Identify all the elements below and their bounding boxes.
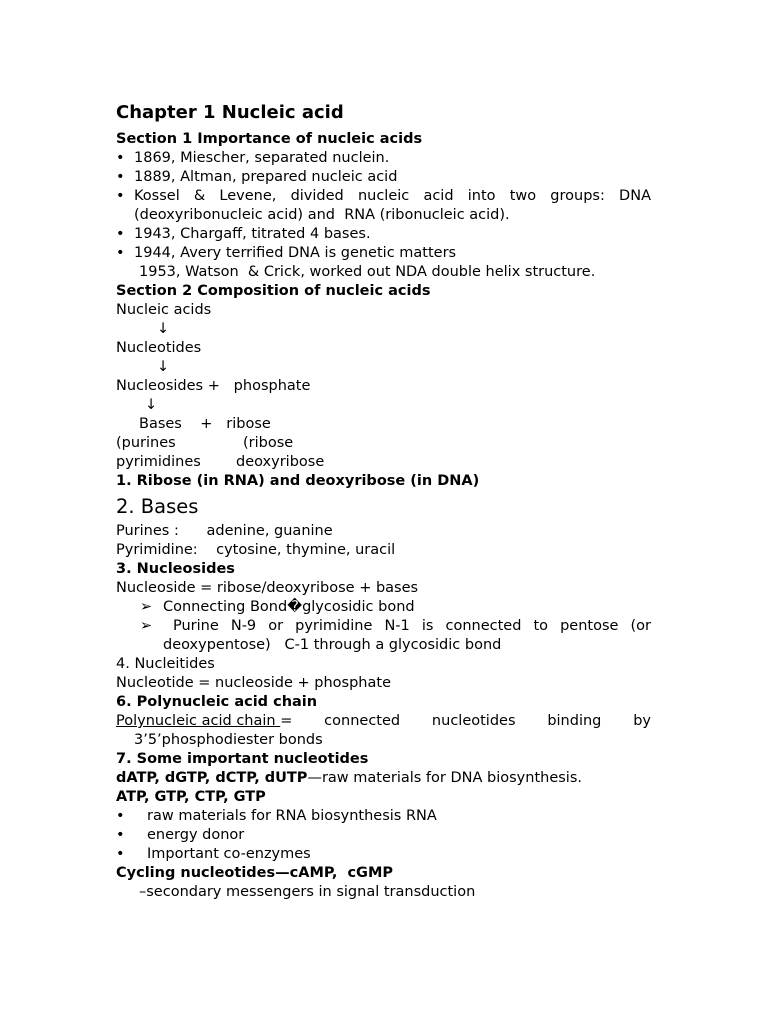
arrow-bullet-icon: ➢	[140, 618, 153, 634]
underlined-term: Polynucleic acid chain	[116, 713, 281, 729]
nucleotide-definition: Nucleotide = nucleoside + phosphate	[116, 675, 391, 691]
bullet-marker: •	[116, 150, 125, 166]
polynucleic-definition: Polynucleic acid chain = connected nucleotides binding by	[116, 713, 651, 729]
purines-line: Purines : adenine, guanine	[116, 523, 333, 539]
pyrimidine-line: Pyrimidine: cytosine, thymine, uracil	[116, 542, 396, 558]
bullet-marker: •	[116, 188, 125, 204]
flow-pyrimidines-row: pyrimidines deoxyribose	[116, 454, 325, 470]
dntp-line: dATP, dGTP, dCTP, dUTP—raw materials for DNA biosynthesis.	[116, 770, 582, 786]
heading-nucleotides: 4. Nucleitides	[116, 656, 215, 672]
bullet-marker: •	[116, 827, 125, 843]
flow-arrow: ↓	[157, 321, 170, 337]
polynucleic-continuation: 3’5’phosphodiester bonds	[134, 732, 323, 748]
heading-nucleosides: 3. Nucleosides	[116, 561, 235, 577]
nucleoside-definition: Nucleoside = ribose/deoxyribose + bases	[116, 580, 419, 596]
flow-bases-ribose: Bases + ribose	[139, 416, 271, 432]
list-item-continuation: (deoxyribonucleic acid) and RNA (ribonucleic acid).	[134, 207, 510, 223]
heading-bases: 2. Bases	[116, 495, 199, 518]
flow-arrow: ↓	[157, 359, 170, 375]
list-item: • Kossel & Levene, divided nucleic acid into two groups: DNA	[116, 188, 651, 204]
heading-ribose: 1. Ribose (in RNA) and deoxyribose (in DNA)	[116, 473, 480, 489]
section-2-heading: Section 2 Composition of nucleic acids	[116, 283, 431, 299]
list-item: • 1943, Chargaff, titrated 4 bases.	[116, 226, 371, 242]
list-item: ➢ Purine N-9 or pyrimidine N-1 is connected to pentose (or	[140, 618, 651, 634]
bullet-marker: •	[116, 808, 125, 824]
list-item-continuation: deoxypentose) C-1 through a glycosidic bond	[163, 637, 502, 653]
bullet-marker: •	[116, 846, 125, 862]
flow-nucleotides: Nucleotides	[116, 340, 202, 356]
bullet-marker: •	[116, 226, 125, 242]
list-item: • 1869, Miescher, separated nuclein.	[116, 150, 390, 166]
list-item: ➢ Connecting Bond�glycosidic bond	[140, 599, 415, 615]
flow-purines-row: (purines (ribose	[116, 435, 294, 451]
bullet-marker: •	[116, 169, 125, 185]
list-item: • Important co-enzymes	[116, 846, 311, 862]
list-item: • energy donor	[116, 827, 245, 843]
list-item: • 1889, Altman, prepared nucleic acid	[116, 169, 398, 185]
arrow-bullet-icon: ➢	[140, 599, 153, 615]
cyclic-nucleotides-line: Cycling nucleotides—cAMP, cGMP	[116, 865, 394, 881]
chapter-title: Chapter 1 Nucleic acid	[116, 102, 344, 123]
heading-polynucleic-chain: 6. Polynucleic acid chain	[116, 694, 318, 710]
list-item: • raw materials for RNA biosynthesis RNA	[116, 808, 437, 824]
ntp-line: ATP, GTP, CTP, GTP	[116, 789, 266, 805]
flow-arrow: ↓	[145, 397, 158, 413]
cyclic-description: –secondary messengers in signal transduction	[139, 884, 476, 900]
list-item: • 1944, Avery terrified DNA is genetic matters	[116, 245, 457, 261]
section-1-heading: Section 1 Importance of nucleic acids	[116, 131, 423, 147]
watson-crick-line: 1953, Watson & Crick, worked out NDA double helix structure.	[139, 264, 596, 280]
document-page	[116, 101, 651, 902]
flow-nucleosides: Nucleosides + phosphate	[116, 378, 311, 394]
flow-nucleic-acids: Nucleic acids	[116, 302, 212, 318]
bullet-marker: •	[116, 245, 125, 261]
heading-important-nucleotides: 7. Some important nucleotides	[116, 751, 369, 767]
